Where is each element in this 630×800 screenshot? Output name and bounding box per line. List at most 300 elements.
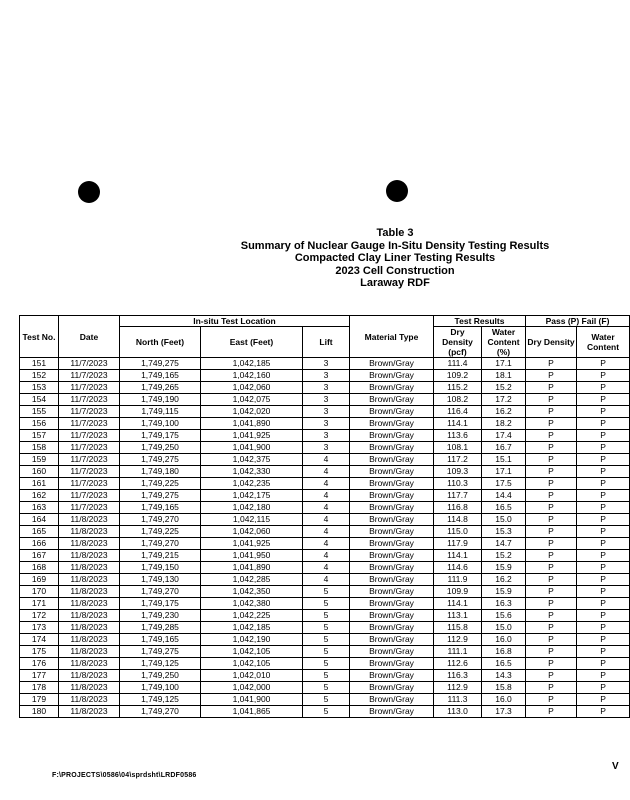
table-cell: 112.9: [434, 634, 482, 646]
table-cell: 1,041,900: [201, 442, 303, 454]
table-cell: 163: [20, 502, 59, 514]
table-cell: 158: [20, 442, 59, 454]
table-row: [20, 670, 630, 682]
table-row: [20, 706, 630, 718]
table-row: [20, 430, 630, 442]
table-cell: P: [577, 406, 630, 418]
table-cell: 3: [303, 370, 350, 382]
table-cell: Brown/Gray: [350, 502, 434, 514]
table-cell: 1,749,230: [120, 610, 201, 622]
table-cell: 170: [20, 586, 59, 598]
table-cell: 16.2: [482, 574, 526, 586]
table-cell: 151: [20, 358, 59, 370]
table-cell: 11/7/2023: [59, 478, 120, 490]
table-cell: 14.3: [482, 670, 526, 682]
table-cell: P: [526, 502, 577, 514]
table-row: [20, 634, 630, 646]
table-row: [20, 598, 630, 610]
table-row: [20, 694, 630, 706]
table-cell: P: [577, 466, 630, 478]
table-cell: Brown/Gray: [350, 406, 434, 418]
table-cell: 1,042,105: [201, 658, 303, 670]
table-cell: 15.3: [482, 526, 526, 538]
table-cell: 5: [303, 586, 350, 598]
table-cell: 4: [303, 550, 350, 562]
table-cell: Brown/Gray: [350, 586, 434, 598]
table-cell: 1,749,215: [120, 550, 201, 562]
table-row: [20, 610, 630, 622]
table-cell: 112.6: [434, 658, 482, 670]
table-cell: 16.7: [482, 442, 526, 454]
table-cell: P: [577, 682, 630, 694]
table-cell: 3: [303, 394, 350, 406]
table-cell: 154: [20, 394, 59, 406]
table-cell: Brown/Gray: [350, 466, 434, 478]
table-cell: P: [526, 370, 577, 382]
table-cell: 16.3: [482, 598, 526, 610]
table-cell: 162: [20, 490, 59, 502]
site-name: Laraway RDF: [360, 277, 430, 289]
table-subtitle: Compacted Clay Liner Testing Results: [294, 252, 496, 264]
table-cell: 15.8: [482, 682, 526, 694]
density-results-table: [19, 315, 630, 718]
header-pass-fail: Pass (P) Fail (F): [526, 316, 630, 327]
table-cell: P: [526, 466, 577, 478]
table-cell: 166: [20, 538, 59, 550]
table-cell: P: [577, 550, 630, 562]
table-cell: P: [577, 490, 630, 502]
table-cell: Brown/Gray: [350, 646, 434, 658]
table-cell: P: [577, 442, 630, 454]
table-cell: 11/7/2023: [59, 394, 120, 406]
table-cell: 108.1: [434, 442, 482, 454]
table-cell: 1,042,190: [201, 634, 303, 646]
table-cell: P: [577, 454, 630, 466]
table-cell: P: [577, 418, 630, 430]
table-cell: 1,749,250: [120, 670, 201, 682]
table-cell: 113.0: [434, 706, 482, 718]
table-cell: 14.4: [482, 490, 526, 502]
table-cell: 1,042,115: [201, 514, 303, 526]
table-row: [20, 526, 630, 538]
table-cell: 173: [20, 622, 59, 634]
table-cell: 1,749,225: [120, 526, 201, 538]
table-cell: 157: [20, 430, 59, 442]
table-cell: 17.5: [482, 478, 526, 490]
table-cell: Brown/Gray: [350, 394, 434, 406]
table-cell: P: [526, 634, 577, 646]
table-cell: 1,749,275: [120, 454, 201, 466]
table-cell: 11/8/2023: [59, 574, 120, 586]
punch-hole-left: [78, 181, 100, 203]
page-mark: V: [612, 761, 619, 772]
table-cell: 1,749,275: [120, 646, 201, 658]
table-cell: 114.8: [434, 514, 482, 526]
table-cell: P: [526, 454, 577, 466]
table-cell: 5: [303, 682, 350, 694]
table-cell: 11/8/2023: [59, 634, 120, 646]
table-cell: 153: [20, 382, 59, 394]
table-row: [20, 478, 630, 490]
table-cell: Brown/Gray: [350, 706, 434, 718]
table-row: [20, 454, 630, 466]
table-cell: 11/8/2023: [59, 610, 120, 622]
table-cell: 4: [303, 562, 350, 574]
table-cell: 1,042,060: [201, 382, 303, 394]
table-cell: Brown/Gray: [350, 382, 434, 394]
table-cell: 116.3: [434, 670, 482, 682]
table-cell: 116.8: [434, 502, 482, 514]
table-cell: Brown/Gray: [350, 562, 434, 574]
table-cell: 11/7/2023: [59, 358, 120, 370]
table-cell: Brown/Gray: [350, 358, 434, 370]
table-cell: P: [526, 586, 577, 598]
table-cell: Brown/Gray: [350, 430, 434, 442]
table-cell: 117.7: [434, 490, 482, 502]
table-cell: 11/7/2023: [59, 382, 120, 394]
table-cell: 1,749,270: [120, 586, 201, 598]
table-cell: 1,749,285: [120, 622, 201, 634]
table-cell: 11/8/2023: [59, 658, 120, 670]
table-cell: 1,042,175: [201, 490, 303, 502]
table-cell: 5: [303, 610, 350, 622]
table-cell: 11/8/2023: [59, 550, 120, 562]
table-cell: P: [577, 394, 630, 406]
table-cell: 1,042,235: [201, 478, 303, 490]
table-cell: 5: [303, 694, 350, 706]
table-cell: 115.8: [434, 622, 482, 634]
table-cell: Brown/Gray: [350, 634, 434, 646]
table-cell: 109.3: [434, 466, 482, 478]
table-title: Summary of Nuclear Gauge In-Situ Density Testing Results: [240, 239, 550, 252]
table-cell: 11/7/2023: [59, 406, 120, 418]
table-cell: 1,042,160: [201, 370, 303, 382]
table-cell: 1,042,010: [201, 670, 303, 682]
table-cell: 1,749,165: [120, 502, 201, 514]
table-cell: 16.5: [482, 502, 526, 514]
table-cell: 179: [20, 694, 59, 706]
table-cell: 180: [20, 706, 59, 718]
table-cell: P: [577, 598, 630, 610]
table-row: [20, 466, 630, 478]
table-row: [20, 370, 630, 382]
table-cell: 111.9: [434, 574, 482, 586]
table-cell: 18.1: [482, 370, 526, 382]
table-cell: 176: [20, 658, 59, 670]
table-cell: P: [526, 478, 577, 490]
table-cell: P: [526, 694, 577, 706]
table-cell: 1,041,890: [201, 418, 303, 430]
table-row: [20, 586, 630, 598]
table-cell: Brown/Gray: [350, 550, 434, 562]
table-cell: 15.0: [482, 514, 526, 526]
table-cell: 160: [20, 466, 59, 478]
table-cell: P: [526, 670, 577, 682]
table-cell: 1,749,190: [120, 394, 201, 406]
table-cell: 1,042,185: [201, 358, 303, 370]
table-cell: Brown/Gray: [350, 598, 434, 610]
table-cell: 5: [303, 646, 350, 658]
table-cell: 1,042,350: [201, 586, 303, 598]
table-cell: P: [526, 358, 577, 370]
header-location: In-situ Test Location: [120, 316, 350, 327]
table-cell: 1,041,890: [201, 562, 303, 574]
table-cell: P: [577, 370, 630, 382]
table-row: [20, 406, 630, 418]
table-cell: 1,749,250: [120, 442, 201, 454]
table-cell: 11/8/2023: [59, 622, 120, 634]
table-cell: Brown/Gray: [350, 538, 434, 550]
table-cell: P: [526, 706, 577, 718]
table-cell: P: [577, 670, 630, 682]
table-cell: 17.2: [482, 394, 526, 406]
table-cell: 15.9: [482, 562, 526, 574]
table-cell: 114.1: [434, 418, 482, 430]
table-cell: Brown/Gray: [350, 658, 434, 670]
table-cell: 11/8/2023: [59, 670, 120, 682]
table-cell: Brown/Gray: [350, 526, 434, 538]
table-cell: Brown/Gray: [350, 610, 434, 622]
table-cell: 16.5: [482, 658, 526, 670]
table-row: [20, 442, 630, 454]
header-lift: Lift: [303, 327, 350, 358]
table-cell: P: [577, 658, 630, 670]
table-cell: P: [526, 574, 577, 586]
table-cell: P: [577, 538, 630, 550]
table-cell: 161: [20, 478, 59, 490]
table-cell: Brown/Gray: [350, 490, 434, 502]
header-test-results: Test Results: [434, 316, 526, 327]
table-cell: 117.9: [434, 538, 482, 550]
table-cell: P: [526, 430, 577, 442]
table-cell: 1,749,270: [120, 706, 201, 718]
table-cell: 1,749,275: [120, 358, 201, 370]
table-row: [20, 514, 630, 526]
project-name: 2023 Cell Construction: [335, 264, 455, 277]
table-number: Table 3: [376, 227, 414, 239]
table-cell: 4: [303, 514, 350, 526]
table-cell: 4: [303, 490, 350, 502]
table-cell: 16.8: [482, 646, 526, 658]
table-cell: P: [526, 514, 577, 526]
table-cell: P: [526, 658, 577, 670]
table-cell: P: [577, 574, 630, 586]
table-cell: 11/8/2023: [59, 706, 120, 718]
file-path-footer: F:\PROJECTS\0586\04\sprdsht\LRDF0586: [52, 772, 197, 779]
table-cell: 11/8/2023: [59, 598, 120, 610]
table-cell: Brown/Gray: [350, 478, 434, 490]
table-cell: P: [526, 418, 577, 430]
table-cell: 11/7/2023: [59, 418, 120, 430]
table-cell: P: [526, 526, 577, 538]
table-cell: Brown/Gray: [350, 682, 434, 694]
table-cell: 4: [303, 502, 350, 514]
table-cell: P: [526, 622, 577, 634]
header-pf-dry: Dry Density: [526, 327, 577, 358]
table-cell: 116.4: [434, 406, 482, 418]
table-cell: 1,749,270: [120, 514, 201, 526]
table-cell: 112.9: [434, 682, 482, 694]
table-cell: 109.9: [434, 586, 482, 598]
table-cell: 159: [20, 454, 59, 466]
table-cell: 1,042,060: [201, 526, 303, 538]
table-cell: 115.0: [434, 526, 482, 538]
table-cell: 1,042,285: [201, 574, 303, 586]
table-row: [20, 538, 630, 550]
table-cell: 4: [303, 478, 350, 490]
table-row: [20, 358, 630, 370]
table-cell: 11/8/2023: [59, 514, 120, 526]
table-cell: P: [577, 502, 630, 514]
table-cell: P: [577, 478, 630, 490]
table-cell: 1,041,865: [201, 706, 303, 718]
table-cell: P: [526, 550, 577, 562]
table-cell: 11/7/2023: [59, 370, 120, 382]
table-cell: 1,042,000: [201, 682, 303, 694]
table-cell: 175: [20, 646, 59, 658]
table-row: [20, 382, 630, 394]
table-cell: 1,749,100: [120, 682, 201, 694]
table-row: [20, 490, 630, 502]
table-row: [20, 658, 630, 670]
table-cell: 1,042,105: [201, 646, 303, 658]
table-cell: 115.2: [434, 382, 482, 394]
table-cell: 17.4: [482, 430, 526, 442]
table-cell: Brown/Gray: [350, 694, 434, 706]
table-cell: P: [577, 646, 630, 658]
table-title-block: [180, 227, 610, 290]
table-row: [20, 418, 630, 430]
table-cell: P: [577, 514, 630, 526]
table-cell: 111.4: [434, 358, 482, 370]
table-cell: P: [577, 706, 630, 718]
table-cell: 4: [303, 466, 350, 478]
table-cell: 152: [20, 370, 59, 382]
table-cell: 17.1: [482, 358, 526, 370]
table-cell: P: [577, 526, 630, 538]
table-cell: 5: [303, 706, 350, 718]
table-cell: 1,041,950: [201, 550, 303, 562]
table-cell: 1,749,175: [120, 598, 201, 610]
table-cell: 1,749,265: [120, 382, 201, 394]
table-cell: 109.2: [434, 370, 482, 382]
table-cell: 14.7: [482, 538, 526, 550]
table-cell: 1,749,225: [120, 478, 201, 490]
table-cell: 1,749,125: [120, 694, 201, 706]
table-cell: P: [577, 610, 630, 622]
table-row: [20, 502, 630, 514]
table-cell: P: [526, 406, 577, 418]
table-cell: Brown/Gray: [350, 622, 434, 634]
table-cell: 113.1: [434, 610, 482, 622]
table-cell: 4: [303, 454, 350, 466]
header-dry-density: Dry Density (pcf): [434, 327, 482, 358]
table-cell: Brown/Gray: [350, 418, 434, 430]
table-cell: 167: [20, 550, 59, 562]
table-cell: 16.0: [482, 694, 526, 706]
table-cell: 3: [303, 382, 350, 394]
table-cell: 1,042,075: [201, 394, 303, 406]
table-cell: P: [577, 382, 630, 394]
table-cell: 1,749,165: [120, 370, 201, 382]
table-cell: 117.2: [434, 454, 482, 466]
table-cell: 177: [20, 670, 59, 682]
table-cell: 11/7/2023: [59, 454, 120, 466]
table-cell: 111.3: [434, 694, 482, 706]
table-row: [20, 550, 630, 562]
table-cell: P: [526, 646, 577, 658]
table-cell: P: [577, 634, 630, 646]
table-cell: 3: [303, 358, 350, 370]
table-cell: 15.2: [482, 550, 526, 562]
table-cell: P: [577, 622, 630, 634]
header-water-content: Water Content (%): [482, 327, 526, 358]
table-cell: 11/7/2023: [59, 490, 120, 502]
table-row: [20, 394, 630, 406]
table-cell: 1,749,100: [120, 418, 201, 430]
table-cell: 11/8/2023: [59, 682, 120, 694]
table-cell: 4: [303, 538, 350, 550]
table-cell: 4: [303, 574, 350, 586]
table-cell: 1,749,165: [120, 634, 201, 646]
table-cell: Brown/Gray: [350, 442, 434, 454]
table-cell: 11/8/2023: [59, 526, 120, 538]
table-cell: Brown/Gray: [350, 370, 434, 382]
table-cell: 110.3: [434, 478, 482, 490]
table-cell: P: [526, 610, 577, 622]
table-cell: 15.6: [482, 610, 526, 622]
table-cell: 11/7/2023: [59, 442, 120, 454]
table-cell: 5: [303, 670, 350, 682]
header-pf-water: Water Content: [577, 327, 630, 358]
table-cell: 1,042,185: [201, 622, 303, 634]
table-cell: 1,041,925: [201, 430, 303, 442]
table-cell: 15.9: [482, 586, 526, 598]
table-cell: 1,749,115: [120, 406, 201, 418]
table-cell: 4: [303, 526, 350, 538]
table-cell: 11/8/2023: [59, 694, 120, 706]
table-cell: 111.1: [434, 646, 482, 658]
table-cell: 1,042,225: [201, 610, 303, 622]
table-cell: 17.3: [482, 706, 526, 718]
table-cell: 1,041,925: [201, 538, 303, 550]
table-cell: 11/8/2023: [59, 562, 120, 574]
table-cell: Brown/Gray: [350, 574, 434, 586]
table-cell: 3: [303, 442, 350, 454]
table-cell: P: [526, 442, 577, 454]
table-cell: 114.1: [434, 598, 482, 610]
table-row: [20, 682, 630, 694]
table-cell: 5: [303, 622, 350, 634]
table-cell: 11/7/2023: [59, 502, 120, 514]
table-cell: 168: [20, 562, 59, 574]
table-cell: 3: [303, 430, 350, 442]
table-cell: 15.1: [482, 454, 526, 466]
table-cell: 1,041,900: [201, 694, 303, 706]
table-cell: 11/7/2023: [59, 430, 120, 442]
table-cell: 156: [20, 418, 59, 430]
table-cell: 5: [303, 634, 350, 646]
table-cell: 11/8/2023: [59, 646, 120, 658]
table-cell: 174: [20, 634, 59, 646]
table-cell: 11/8/2023: [59, 586, 120, 598]
table-cell: Brown/Gray: [350, 670, 434, 682]
table-cell: 1,749,270: [120, 538, 201, 550]
table-cell: 1,042,180: [201, 502, 303, 514]
table-cell: 11/8/2023: [59, 538, 120, 550]
table-cell: Brown/Gray: [350, 514, 434, 526]
table-cell: P: [526, 682, 577, 694]
